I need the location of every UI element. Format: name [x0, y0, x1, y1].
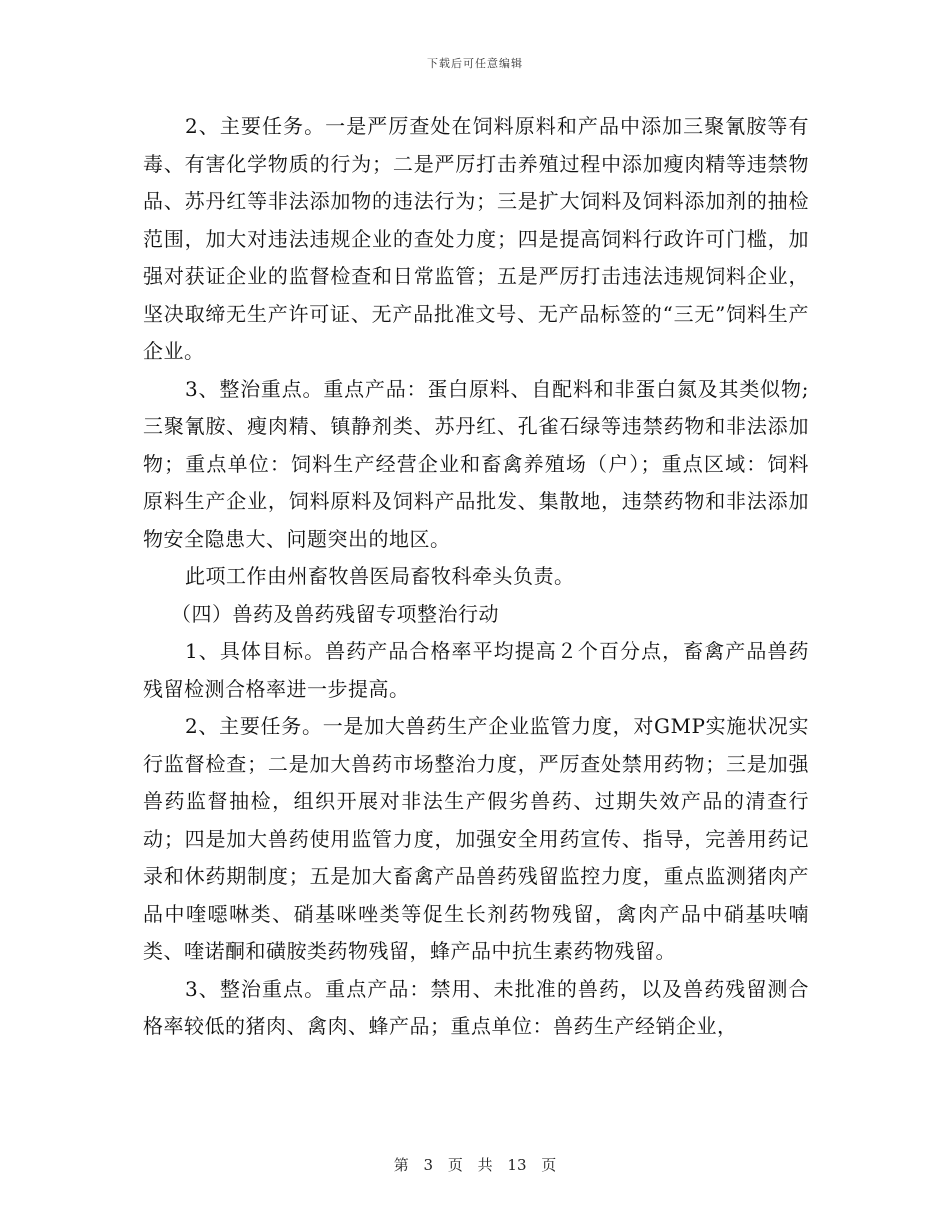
footer-page-unit: 页	[447, 1156, 463, 1174]
page-footer	[0, 1154, 950, 1175]
footer-total-pages: 13	[507, 1156, 527, 1174]
section-heading-vet-drugs: （四）兽药及兽药残留专项整治行动	[171, 601, 499, 626]
paragraph-main-tasks-feed: 2、主要任务。一是严厉查处在饲料原料和产品中添加三聚氰胺等有毒、有害化学物质的行为；二是严厉打击养殖过程中添加瘦肉精等违禁物品、苏丹红等非法添加物的违法行为；三是扩大饲料及饲料添加剂的抽检范围，加大对违法违规企业的查处力度；四是提高饲料行政许可门槛，加强对获证企业的监督检查和日常监管；五是严厉打击违法违规饲料企业，坚决取缔无生产许可证、无产品批准文号、无产品标签的“三无”饲料生产企业。	[143, 114, 809, 363]
paragraph-main-tasks-vet: 2、主要任务。一是加大兽药生产企业监管力度，对GMP实施状况实行监督检查；二是加大兽药市场整治力度，严厉查处禁用药物；三是加强兽药监督抽检，组织开展对非法生产假劣兽药、过期失效产品的清查行动；四是加大兽药使用监管力度，加强安全用药宣传、指导，完善用药记录和休药期制度；五是加大畜禽产品兽药残留监控力度，重点监测猪肉产品中喹噁啉类、硝基咪唑类等促生长剂药物残留，禽肉产品中硝基呋喃类、喹诺酮和磺胺类药物残留，蜂产品中抗生素药物残留。	[143, 714, 809, 963]
footer-prefix: 第	[393, 1156, 409, 1174]
footer-total-prefix: 共	[477, 1156, 493, 1174]
paragraph-key-points-vet: 3、整治重点。重点产品：禁用、未批准的兽药，以及兽药残留测合格率较低的猪肉、禽肉、蜂产品；重点单位：兽药生产经销企业，	[143, 976, 809, 1038]
paragraph-responsibility: 此项工作由州畜牧兽医局畜牧科牵头负责。	[185, 564, 575, 588]
page-header-note: 下载后可任意编辑	[427, 57, 523, 70]
footer-page-number: 3	[423, 1156, 434, 1174]
footer-total-unit: 页	[541, 1156, 557, 1174]
paragraph-specific-goals: 1、具体目标。兽药产品合格率平均提高２个百分点，畜禽产品兽药残留检测合格率进一步提高。	[143, 639, 809, 701]
document-body	[143, 108, 809, 1046]
paragraph-key-points-feed: 3、整治重点。重点产品：蛋白原料、自配料和非蛋白氮及其类似物;三聚氰胺、瘦肉精、镇静剂类、苏丹红、孔雀石绿等违禁药物和非法添加物；重点单位：饲料生产经营企业和畜禽养殖场（户）；重点区域：饲料原料生产企业，饲料原料及饲料产品批发、集散地，违禁药物和非法添加物安全隐患大、问题突出的地区。	[143, 376, 809, 551]
